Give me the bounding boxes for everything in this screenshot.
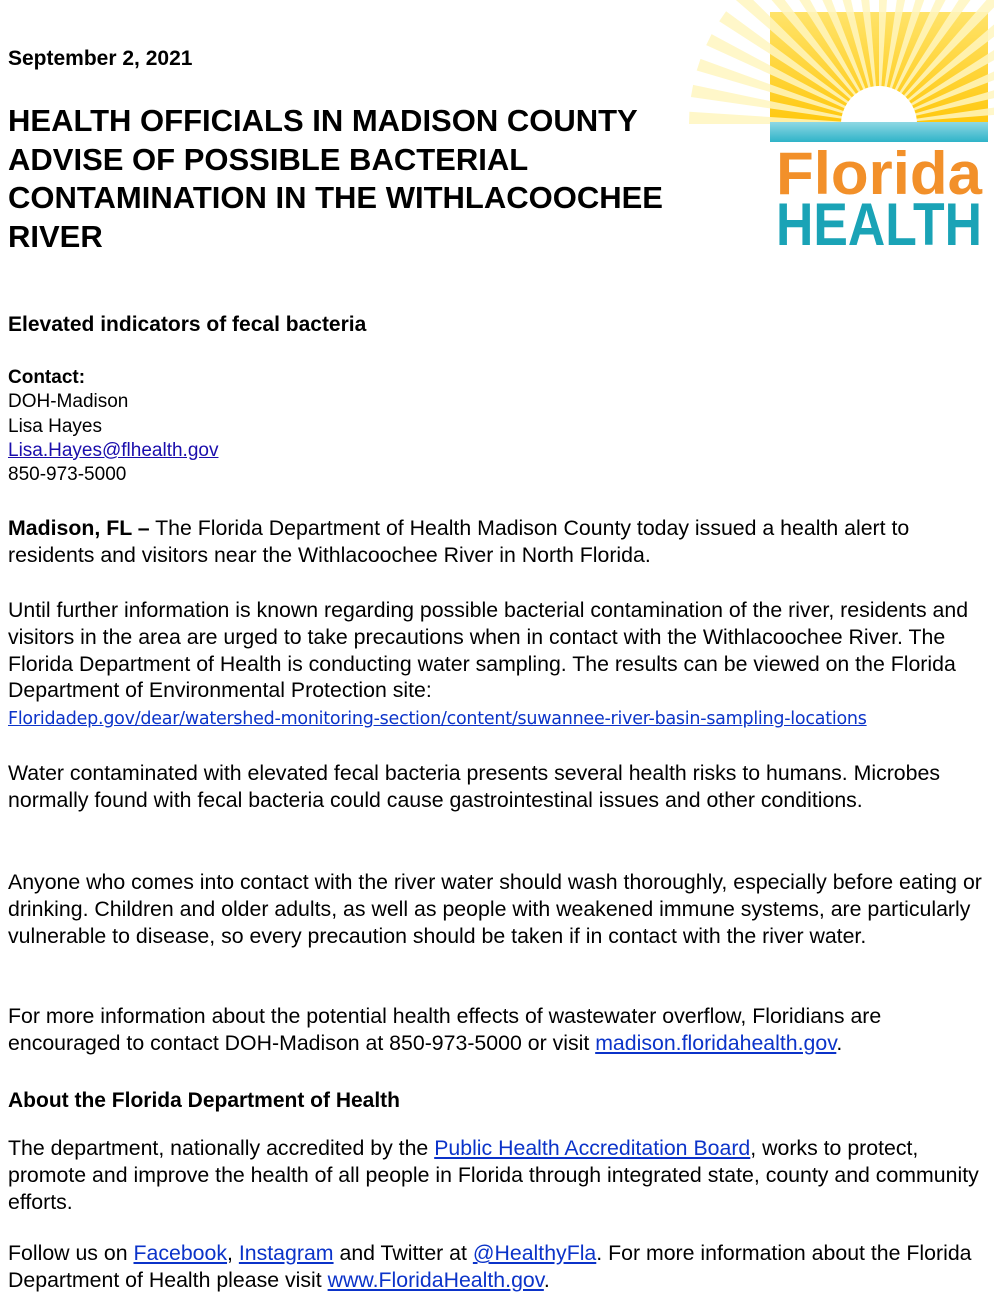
more-info-text: For more information about the potential health effects of wastewater overflow, Floridians are encouraged to contact DOH-Madison at 850-973-5000 or visit <box>8 1004 882 1055</box>
contact-label: Contact: <box>8 367 86 388</box>
logo-word-florida: Florida <box>776 140 983 207</box>
paragraph-sampling <box>8 597 988 733</box>
dep-sampling-link[interactable]: Floridadep.gov/dear/watershed-monitoring-section/content/suwannee-river-basin-sampling-locations <box>8 709 867 730</box>
follow-text-5: . <box>543 1267 550 1292</box>
logo-word-health: HEALTH <box>776 191 982 258</box>
follow-text-2: , <box>227 1241 239 1265</box>
release-date: September 2, 2021 <box>8 47 193 70</box>
paragraph-intro <box>8 515 988 569</box>
phab-link[interactable]: Public Health Accreditation Board <box>434 1136 751 1160</box>
intro-text: The Florida Department of Health Madison County today issued a health alert to residents and visitors near the Withlacoochee River in North Florida. <box>8 516 910 567</box>
more-info-end: . <box>836 1030 843 1055</box>
paragraph-more-info <box>8 1003 988 1057</box>
sampling-text: Until further information is known regarding possible bacterial contamination of the river, residents and visitors in the area are urged to take precautions when in contact with the Withlacoochee River. The Florida Department of Health is conducting water sampling. The results can be viewed on the Florida Department of Environmental Protection site: <box>8 598 969 703</box>
about-text-end: , works to protect, promote and improve the health of all people in Florida through integrated state, county and community efforts. <box>8 1136 979 1214</box>
follow-text-4: . For more information about the Florida Department of Health please visit <box>8 1241 972 1292</box>
paragraph-about <box>8 1135 988 1215</box>
contact-name: Lisa Hayes <box>8 415 102 437</box>
twitter-link[interactable]: @HealthyFla <box>472 1241 597 1265</box>
contact-org: DOH-Madison <box>8 391 129 413</box>
florida-health-logo <box>770 12 988 258</box>
about-text: The department, nationally accredited by the <box>8 1136 435 1160</box>
headline: HEALTH OFFICIALS IN MADISON COUNTY ADVISE OF POSSIBLE BACTERIAL CONTAMINATION IN THE WITHLACOOCHEE RIVER <box>8 103 663 254</box>
follow-text-1: Follow us on <box>8 1241 134 1265</box>
contact-email-link[interactable]: Lisa.Hayes@flhealth.gov <box>8 439 219 461</box>
contact-block <box>8 366 218 487</box>
follow-text-3: and Twitter at <box>333 1241 473 1265</box>
paragraph-precautions: Anyone who comes into contact with the river water should wash thoroughly, especially before eating or drinking. Children and older adults, as well as people with weakened immune systems, are particularly vulnerable to disease, so every precaution should be taken if in contact with the river water. <box>8 870 982 948</box>
instagram-link[interactable]: Instagram <box>238 1241 334 1265</box>
floridahealth-website-link[interactable]: www.FloridaHealth.gov <box>327 1267 544 1292</box>
subheading: Elevated indicators of fecal bacteria <box>8 313 367 336</box>
facebook-link[interactable]: Facebook <box>133 1241 228 1265</box>
paragraph-health-risks: Water contaminated with elevated fecal bacteria presents several health risks to humans. Microbes normally found with fecal bacteria could cause gastrointestinal issues and other conditions. <box>8 761 940 812</box>
paragraph-follow <box>8 1240 988 1294</box>
contact-phone: 850-973-5000 <box>8 464 127 486</box>
about-heading: About the Florida Department of Health <box>8 1089 401 1112</box>
dateline: Madison, FL – <box>8 516 150 540</box>
madison-website-link[interactable]: madison.floridahealth.gov <box>595 1030 837 1055</box>
